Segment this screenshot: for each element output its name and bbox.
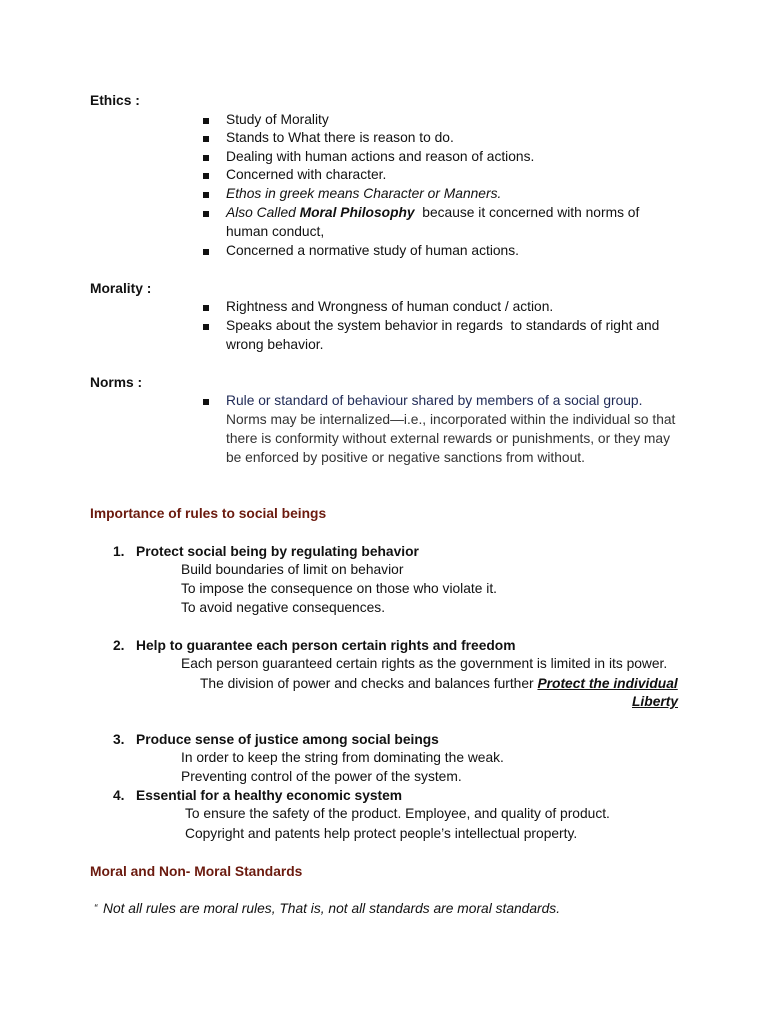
norms-heading: Norms :	[90, 375, 143, 390]
bullet-icon	[203, 211, 209, 217]
moral-philosophy-term: Moral Philosophy	[299, 205, 415, 220]
morality-heading: Morality :	[90, 281, 152, 296]
bullet-icon	[203, 324, 209, 330]
norms-text-line-3: be enforced by positive or negative sanctions from without.	[226, 450, 585, 465]
ethics-item-7: Concerned a normative study of human actions.	[226, 243, 519, 258]
quote-mark: “	[94, 903, 98, 914]
moral-standards-heading: Moral and Non- Moral Standards	[90, 864, 303, 879]
norms-text-line-1: Norms may be internalized—i.e., incorporated within the individual so that	[226, 412, 676, 427]
point-3-title: Produce sense of justice among social beings	[136, 732, 439, 747]
ethics-item-6-rest: because it concerned with norms of	[414, 205, 640, 220]
point-4-line-2: Copyright and patents help protect people’s intellectual property.	[185, 826, 578, 841]
ethics-item-5: Ethos in greek means Character or Manners.	[226, 186, 502, 201]
bullet-icon	[203, 249, 209, 255]
ethics-item-3: Dealing with human actions and reason of actions.	[226, 149, 535, 164]
norms-item-1: Rule or standard of behaviour shared by members of a social group.	[226, 393, 643, 408]
point-3-number: 3.	[113, 732, 125, 747]
point-1-line-2: To impose the consequence on those who violate it.	[181, 581, 497, 596]
point-2-title: Help to guarantee each person certain rights and freedom	[136, 638, 516, 653]
ethics-item-4: Concerned with character.	[226, 167, 387, 182]
ethics-item-6	[226, 204, 639, 222]
protect-individual-emphasis: Protect the individual	[537, 676, 678, 691]
point-2-line-2	[200, 675, 678, 693]
ethics-heading: Ethics :	[90, 93, 140, 108]
point-2-line-1: Each person guaranteed certain rights as the government is limited in its power.	[181, 656, 668, 671]
point-1-line-3: To avoid negative consequences.	[181, 600, 386, 615]
bullet-icon	[203, 155, 209, 161]
point-1-title: Protect social being by regulating behavior	[136, 544, 419, 559]
morality-item-1: Rightness and Wrongness of human conduct / action.	[226, 299, 554, 314]
point-2-line-2-text: The division of power and checks and balances further	[200, 676, 538, 691]
point-3-line-1: In order to keep the string from dominating the weak.	[181, 750, 504, 765]
point-2-number: 2.	[113, 638, 125, 653]
bullet-icon	[203, 173, 209, 179]
bullet-icon	[203, 136, 209, 142]
morality-item-2-cont: wrong behavior.	[226, 337, 324, 352]
liberty-emphasis: Liberty	[632, 694, 678, 709]
ethics-item-2: Stands to What there is reason to do.	[226, 130, 454, 145]
norms-text-line-2: there is conformity without external rewards or punishments, or they may	[226, 431, 670, 446]
importance-heading: Importance of rules to social beings	[90, 506, 327, 521]
ethics-item-6-prefix: Also Called	[226, 205, 300, 220]
point-3-line-2: Preventing control of the power of the system.	[181, 769, 462, 784]
ethics-item-6-cont: human conduct,	[226, 224, 325, 239]
morality-item-2: Speaks about the system behavior in regards to standards of right and	[226, 318, 660, 333]
moral-standards-quote: Not all rules are moral rules, That is, not all standards are moral standards.	[103, 901, 561, 916]
point-4-title: Essential for a healthy economic system	[136, 788, 403, 803]
bullet-icon	[203, 118, 209, 124]
point-4-number: 4.	[113, 788, 125, 803]
point-1-number: 1.	[113, 544, 125, 559]
bullet-icon	[203, 305, 209, 311]
bullet-icon	[203, 399, 209, 405]
bullet-icon	[203, 192, 209, 198]
point-4-line-1: To ensure the safety of the product. Employee, and quality of product.	[185, 806, 610, 821]
point-1-line-1: Build boundaries of limit on behavior	[181, 562, 404, 577]
ethics-item-1: Study of Morality	[226, 112, 329, 127]
